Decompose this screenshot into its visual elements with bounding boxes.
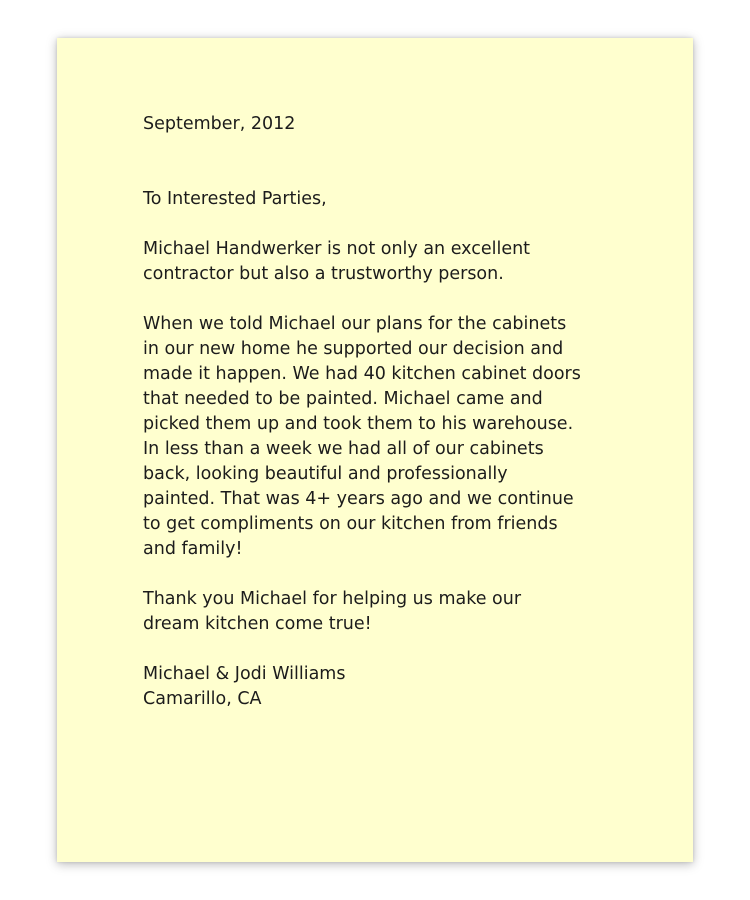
letter-paragraph-3: Thank you Michael for helping us make our dream kitchen come true!: [143, 589, 522, 634]
signature-location: Camarillo, CA: [143, 689, 262, 709]
signature-name: Michael & Jodi Williams: [143, 664, 346, 684]
letter-date: September, 2012: [143, 114, 296, 134]
letter-page: [57, 38, 693, 862]
letter-paragraph-2: When we told Michael our plans for the cabinets in our new home he supported our decision and made it happen. We had 40 kitchen cabinet doors that needed to be painted. Michael came and picked them up and took them to his warehouse. In less than a week we had all of our cabinets back, looking beautiful and professionally painted. That was 4+ years ago and we continue to get compliments on our kitchen from friends and family!: [143, 314, 581, 559]
letter-body: [143, 112, 643, 712]
letter-salutation: To Interested Parties,: [143, 189, 327, 209]
letter-paragraph-1: Michael Handwerker is not only an excellent contractor but also a trustworthy person.: [143, 239, 531, 284]
